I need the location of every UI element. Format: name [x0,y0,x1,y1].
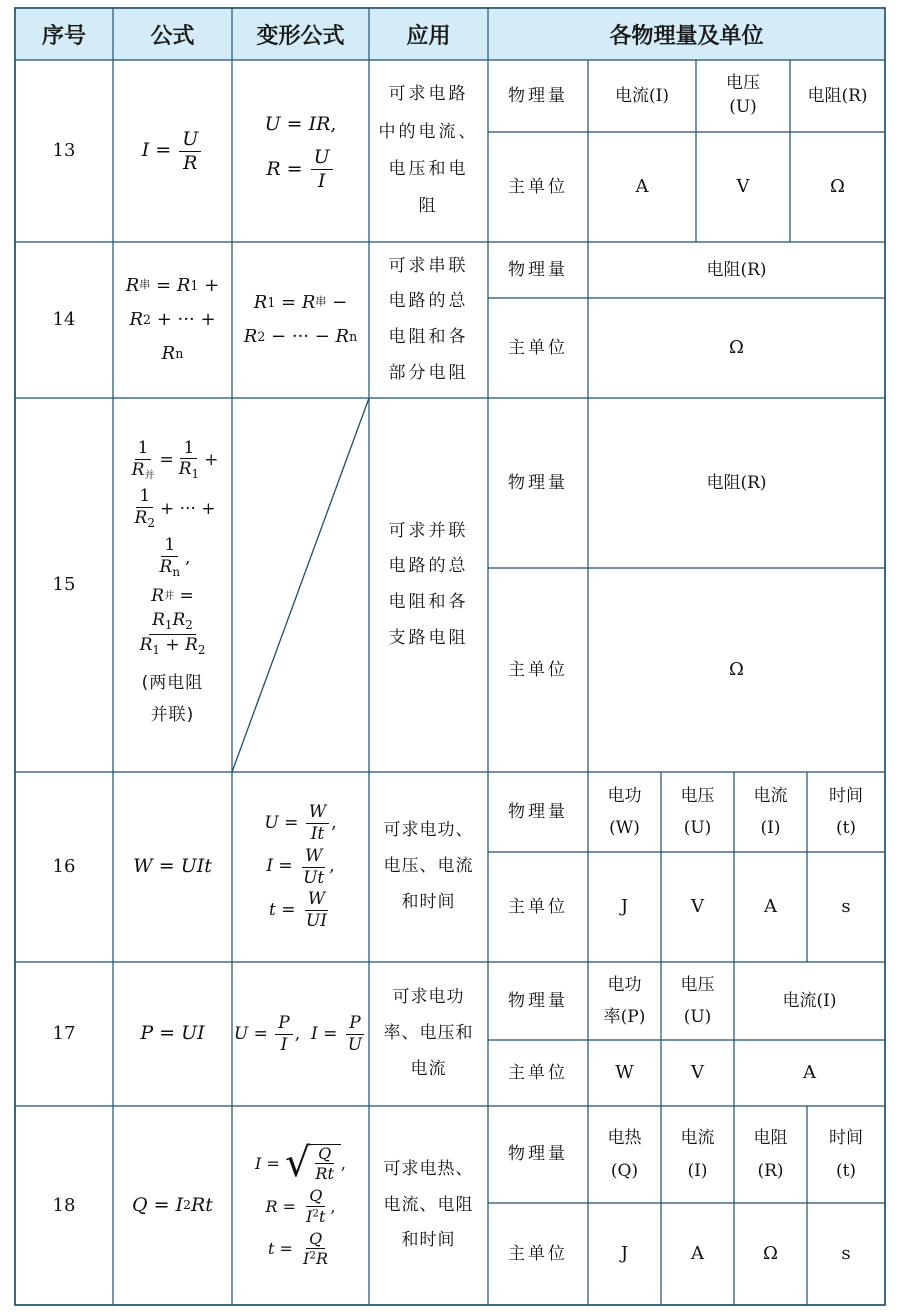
row-17-formula: P = UI [140,1022,205,1045]
row-16-no: 16 [52,856,76,878]
row-17-u-current: A [803,1062,816,1084]
row-18-q-resistance: 电阻 (R) [753,1128,788,1181]
row-16-qty-label: 物理量 [508,801,568,822]
row-13-qty-label: 物理量 [508,85,568,106]
row-18-u-heat: J [620,1243,629,1265]
row-15-qty-label: 物理量 [508,472,568,493]
row-13-variant: U = IR , R = $\frac{U}{I}$ [264,112,337,193]
row-16-variant: U = $\frac{W}{It}$ , I = $\frac{W}{Ut}$ , t = $\frac{W}{UI}$ [264,802,337,931]
row-15-q-resistance: 电阻(R) [706,472,767,493]
row-16-formula: W = UIt [133,855,212,878]
row-18-application: 可求电热、 电流、电阻 和时间 [383,1158,474,1251]
row-18-unit-label: 主单位 [508,1243,568,1264]
row-17-no: 17 [52,1023,76,1045]
header-application: 应用 [406,23,451,49]
row-14-application: 可求串联 电路的总 电阻和各 部分电阻 [388,255,469,383]
row-13-unit-label: 主单位 [508,176,568,197]
row-18-qty-label: 物理量 [508,1144,568,1165]
row-13-u-current: A [635,176,649,198]
row-18-q-time: 时间 (t) [829,1128,863,1181]
row-18-q-current: 电流 (I) [680,1128,715,1181]
row-16-u-current: A [764,896,777,918]
row-13-application: 可求电路 中的电流、 电压和电 阻 [378,84,479,217]
row-13-u-voltage: V [736,176,750,198]
row-17-q-power: 电功 率(P) [603,974,646,1027]
row-15-application: 可求并联 电路的总 电阻和各 支路电阻 [388,520,469,648]
row-18-u-resistance: Ω [763,1243,778,1265]
row-17-u-power: W [615,1062,634,1084]
row-13-formula: I = $\frac{U}{R}$ [113,60,232,242]
row-13-u-resistance: Ω [830,176,845,198]
row-16-u-work: J [620,896,629,918]
row-14-u-resistance: Ω [729,337,744,359]
row-18-u-time: s [841,1243,851,1265]
row-14-q-resistance: 电阻(R) [706,259,767,280]
row-16-u-time: s [841,896,851,918]
header-formula: 公式 [150,23,195,49]
row-18-u-current: A [691,1243,704,1265]
row-16-q-voltage: 电压 (U) [680,785,715,838]
row-18-q-heat: 电热 (Q) [607,1128,642,1181]
row-16-unit-label: 主单位 [508,896,568,917]
row-13-q-current: 电流(I) [615,85,669,106]
row-14-formula: R 串 = R 1 + R 2 + ··· + R n [125,274,220,365]
row-17-application: 可求电功 率、电压和 电流 [383,987,474,1079]
row-17-q-voltage: 电压 (U) [680,974,715,1027]
row-15-unit-label: 主单位 [508,659,568,680]
row-18-no: 18 [52,1194,76,1216]
row-17-q-current: 电流(I) [782,990,837,1011]
header-variant: 变形公式 [256,23,345,49]
row-17-qty-label: 物理量 [508,990,568,1011]
row-17-variant: U = $\frac{P}{I}$ , I = $\frac{P}{U}$ [233,1012,363,1055]
row-16-u-voltage: V [691,896,704,918]
row-16-q-time: 时间 (t) [829,785,863,838]
row-14-qty-label: 物理量 [508,259,568,280]
row-18-formula: Q = I 2 Rt [132,1193,213,1216]
row-13-no: 13 [52,140,76,162]
row-13-q-voltage: 电压 (U) [726,73,760,117]
row-16-q-work: 电功 (W) [607,785,642,838]
row-14-variant: R 1 = R 串 − R 2 − ··· − R n [243,291,358,347]
header-quantities: 各物理量及单位 [609,23,764,49]
row-17-unit-label: 主单位 [508,1062,568,1083]
row-18-variant: I = √ $\frac{Q}{Rt}$ , R = $\frac{Q}{I^2t}$ , t = $\frac{Q}{I^2R}$ [255,1140,346,1269]
row-16-application: 可求电功、 电压、电流 和时间 [383,820,474,912]
header-seq: 序号 [41,23,86,49]
row-15-formula: $\frac{1}{R_并}$ = $\frac{1}{R_1}$ + $\frac{1}{R_2}$ + ··· + $\frac{1}{R_n}$ , R 并 = $\frac{R_1R_2}{R_1 + R_2}$ (两电阻 并联) [131,437,219,726]
row-15-no: 15 [52,574,76,596]
row-14-unit-label: 主单位 [508,337,568,358]
row-14-no: 14 [52,309,76,331]
row-15-u-resistance: Ω [729,659,744,681]
row-16-q-current: 电流 (I) [753,785,788,838]
row-17-u-voltage: V [691,1062,704,1084]
row-13-q-resistance: 电阻(R) [807,85,868,106]
